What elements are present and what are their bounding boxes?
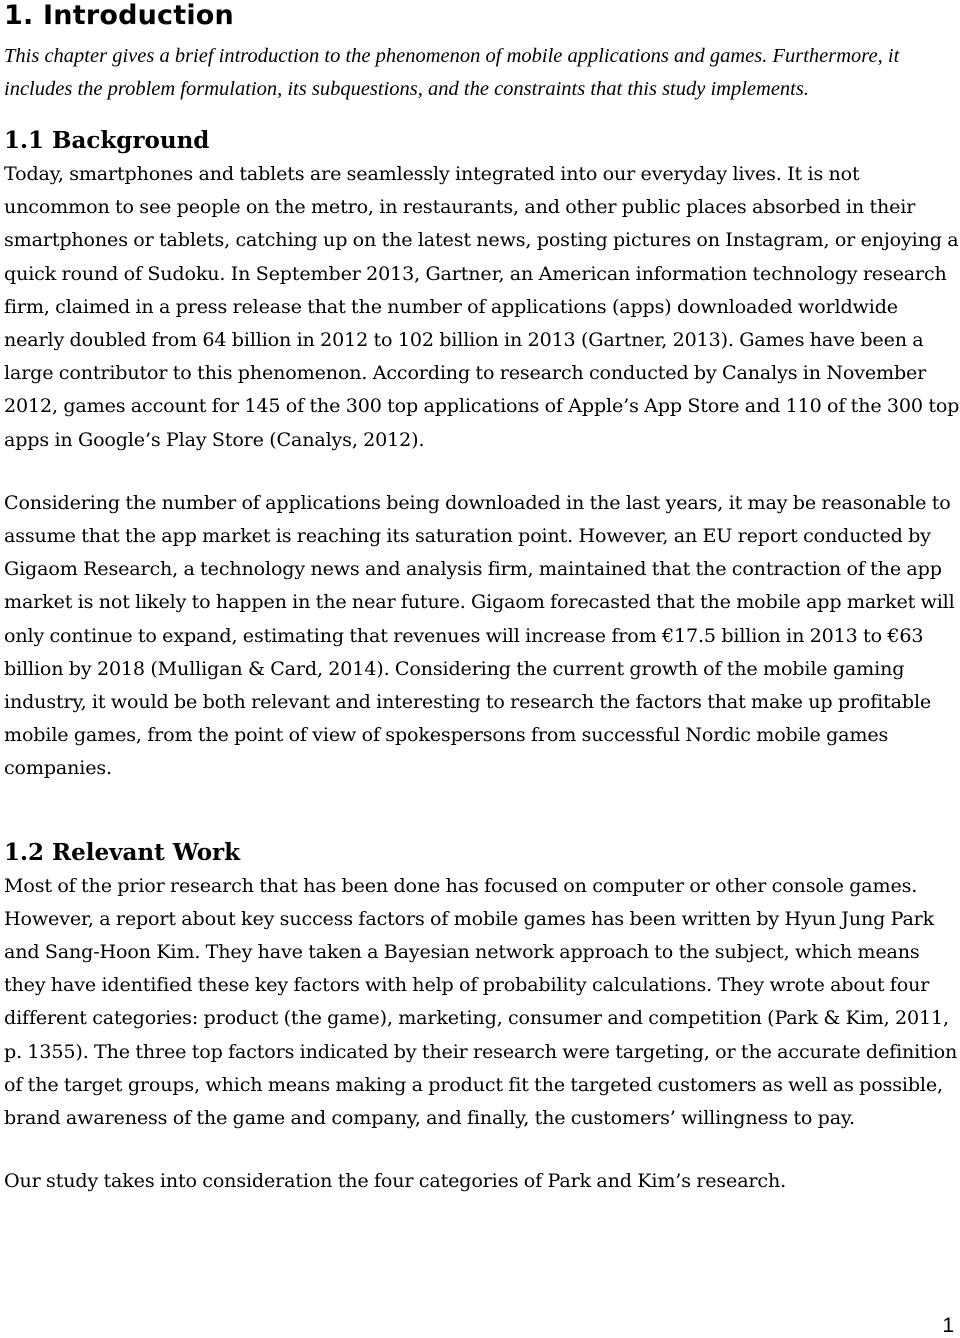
section-heading-background: 1.1 Background: [4, 127, 210, 154]
background-paragraph-2: Considering the number of applications being downloaded in the last years, it may be reasonable to assume that the app market is reaching its saturation point. However, an EU report conducted by Gigaom Research, a technology news and analysis firm, maintained that the contraction of the app market is not likely to happen in the near future. Gigaom forecasted that the mobile app market will only continue to expand, estimating that revenues will increase from €17.5 billion in 2013 to €63 billion by 2018 (Mulligan & Card, 2014). Considering the current growth of the mobile gaming industry, it would be both relevant and interesting to research the factors that make up profitable mobile games, from the point of view of spokespersons from successful Nordic mobile games companies.: [4, 490, 955, 780]
chapter-title: 1. Introduction: [4, 0, 234, 31]
relevant-work-paragraph-2: Our study takes into consideration the four categories of Park and Kim’s research.: [4, 1169, 787, 1193]
page-number: 1: [942, 1314, 954, 1337]
chapter-intro: This chapter gives a brief introduction to the phenomenon of mobile applications and games. Furthermore, it includes the problem formulation, its subquestions, and the constraints that this study implements.: [4, 45, 900, 100]
document-page: [4, 0, 960, 1197]
section-heading-relevant-work: 1.2 Relevant Work: [4, 838, 241, 866]
relevant-work-paragraph-1: Most of the prior research that has been done has focused on computer or other console games. However, a report about key success factors of mobile games has been written by Hyun Jung Park and Sang-Hoon Kim. They have taken a Bayesian network approach to the subject, which means they have identified these key factors with help of probability calculations. They wrote about four different categories: product (the game), marketing, consumer and competition (Park & Kim, 2011, p. 1355). The three top factors indicated by their research were targeting, or the accurate definition of the target groups, which means making a product fit the targeted customers as well as possible, brand awareness of the game and company, and finally, the customers’ willingness to pay.: [4, 873, 958, 1130]
background-paragraph-1: Today, smartphones and tablets are seamlessly integrated into our everyday lives. It is not uncommon to see people on the metro, in restaurants, and other public places absorbed in their smartphones or tablets, catching up on the latest news, posting pictures on Instagram, or enjoying a quick round of Sudoku. In September 2013, Gartner, an American information technology research firm, claimed in a press release that the number of applications (apps) downloaded worldwide nearly doubled from 64 billion in 2012 to 102 billion in 2013 (Gartner, 2013). Games have been a large contributor to this phenomenon. According to research conducted by Canalys in November 2012, games account for 145 of the 300 top applications of Apple’s App Store and 110 of the 300 top apps in Google’s Play Store (Canalys, 2012).: [4, 162, 960, 451]
